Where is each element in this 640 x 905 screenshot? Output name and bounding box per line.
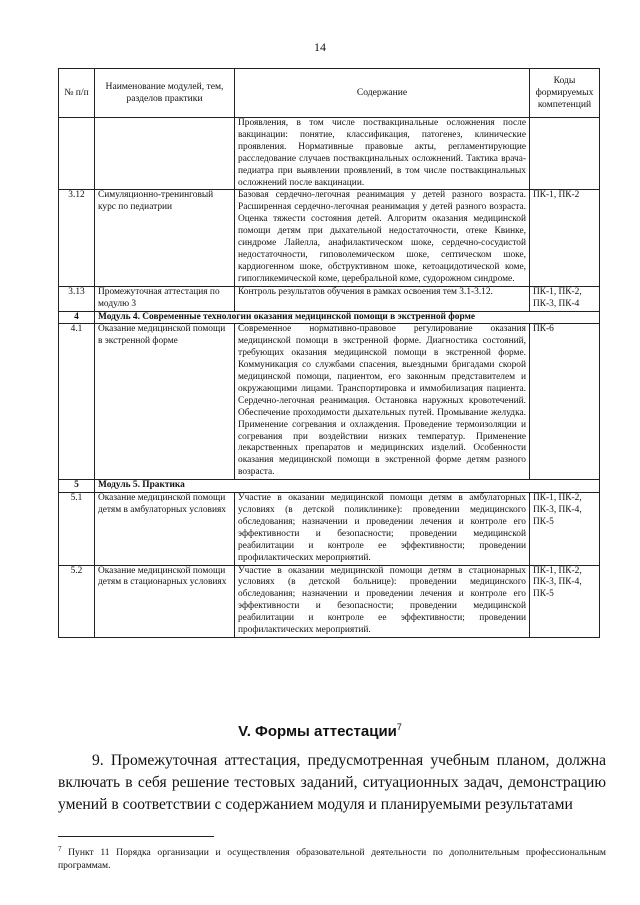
row-number: 4.1 (59, 324, 95, 480)
table-row (59, 565, 600, 637)
row-name: Симуляционно-тренинговый курс по педиатрии (95, 190, 235, 286)
row-number: 5.2 (59, 565, 95, 637)
row-codes: ПК-1, ПК-2, ПК-3, ПК-4 (530, 286, 600, 311)
table-row (59, 190, 600, 286)
footnote (58, 843, 606, 872)
table-header-row (59, 69, 600, 118)
module-number: 5 (59, 480, 95, 493)
header-num: № п/п (59, 69, 95, 118)
table-row (59, 324, 600, 480)
program-table (58, 68, 600, 638)
section-heading-text: V. Формы аттестации (238, 723, 397, 740)
header-name: Наименование модулей, тем, разделов практики (95, 69, 235, 118)
row-name (95, 118, 235, 190)
row-number (59, 118, 95, 190)
footnote-divider (58, 836, 214, 837)
row-content: Современное нормативно-правовое регулирование оказания медицинской помощи в экстренной форме. Диагностика состояний, требующих оказания медицинской помощи в экстренной форме. Коммуникация со службами спасения, выездными бригадами скорой медицинской помощи, пациентом, его законным представителем и окружающими лицами. Транспортировка и иммобилизация пациента. Сердечно-легочная реанимация. Остановка наружных кровотечений. Обеспечение проходимости дыхательных путей. Промывание желудка. Применение согревания и охлаждения. Проведение термоизоляции и согревания при воздействии низких температур. Применение лекарственных препаратов и медицинских изделий. Особенности оказания медицинской помощи в экстренной форме детям разного возраста. (235, 324, 530, 480)
row-content: Участие в оказании медицинской помощи детям в стационарных условиях (в детской больнице): проведении медицинского обследования; назначении и проведении лечения и контроле его эффективности и безопасности; проведении медицинской реабилитации и контроле ее эффективности; проведении профилактических мероприятий. (235, 565, 530, 637)
row-name: Промежуточная аттестация по модулю 3 (95, 286, 235, 311)
table-row (59, 286, 600, 311)
module-row (59, 311, 600, 324)
footnote-marker: 7 (58, 845, 62, 853)
row-codes (530, 118, 600, 190)
row-content: Участие в оказании медицинской помощи детям в амбулаторных условиях (в детской поликлинике): проведении медицинского обследования; назначении и проведении лечения и контроле его эффективности и безопасности; проведении медицинской реабилитации и контроле ее эффективности; проведении профилактических мероприятий. (235, 493, 530, 565)
module-title: Модуль 4. Современные технологии оказания медицинской помощи в экстренной форме (95, 311, 600, 324)
row-name: Оказание медицинской помощи детям в стационарных условиях (95, 565, 235, 637)
row-number: 5.1 (59, 493, 95, 565)
table-body (59, 118, 600, 638)
section-heading-footnote-ref: 7 (396, 722, 402, 732)
row-number: 3.13 (59, 286, 95, 311)
footnote-text: Пункт 11 Порядка организации и осуществления образовательной деятельности по дополнительным профессиональным программам. (58, 847, 606, 872)
module-row (59, 480, 600, 493)
row-codes: ПК-1, ПК-2 (530, 190, 600, 286)
row-content: Базовая сердечно-легочная реанимация у детей разного возраста. Расширенная сердечно-легочная реанимация у детей разного возраста. Оценка тяжести состояния детей. Алгоритм оказания медицинской помощи детям при дыхательной недостаточности, отеке Квинке, синдроме Лайелла, анафилактическом шоке, сердечно-сосудистой недостаточности, гиповолемическом шоке, септическом шоке, кардиогенном шоке, обструктивном шоке, кетоацидотической коме, гипогликемической коме, церебральной коме, судорожном синдроме. (235, 190, 530, 286)
body-paragraph: 9. Промежуточная аттестация, предусмотренная учебным планом, должна включать в себя решение тестовых заданий, ситуационных задач, демонстрацию умений в соответствии с содержанием модуля и планируемыми результатами (58, 752, 606, 813)
page-number: 14 (314, 40, 326, 54)
header-codes: Коды формируемых компетенций (530, 69, 600, 118)
row-name: Оказание медицинской помощи в экстренной форме (95, 324, 235, 480)
row-codes: ПК-1, ПК-2, ПК-3, ПК-4, ПК-5 (530, 493, 600, 565)
module-number: 4 (59, 311, 95, 324)
table-row (59, 493, 600, 565)
table-row (59, 118, 600, 190)
section-heading (0, 722, 640, 740)
row-name: Оказание медицинской помощи детям в амбулаторных условиях (95, 493, 235, 565)
header-content: Содержание (235, 69, 530, 118)
row-codes: ПК-6 (530, 324, 600, 480)
row-codes: ПК-1, ПК-2, ПК-3, ПК-4, ПК-5 (530, 565, 600, 637)
module-title: Модуль 5. Практика (95, 480, 600, 493)
row-content: Контроль результатов обучения в рамках освоения тем 3.1-3.12. (235, 286, 530, 311)
row-number: 3.12 (59, 190, 95, 286)
row-content: Проявления, в том числе поствакцинальные осложнения после вакцинации: понятие, классификация, патогенез, клинические проявления. Нормативные правовые акты, регламентирующие расследование случаев поствакцинальных осложнений. Тактика врача-педиатра при выявлении проявлений, в том числе поствакцинальных осложнений после вакцинации. (235, 118, 530, 190)
